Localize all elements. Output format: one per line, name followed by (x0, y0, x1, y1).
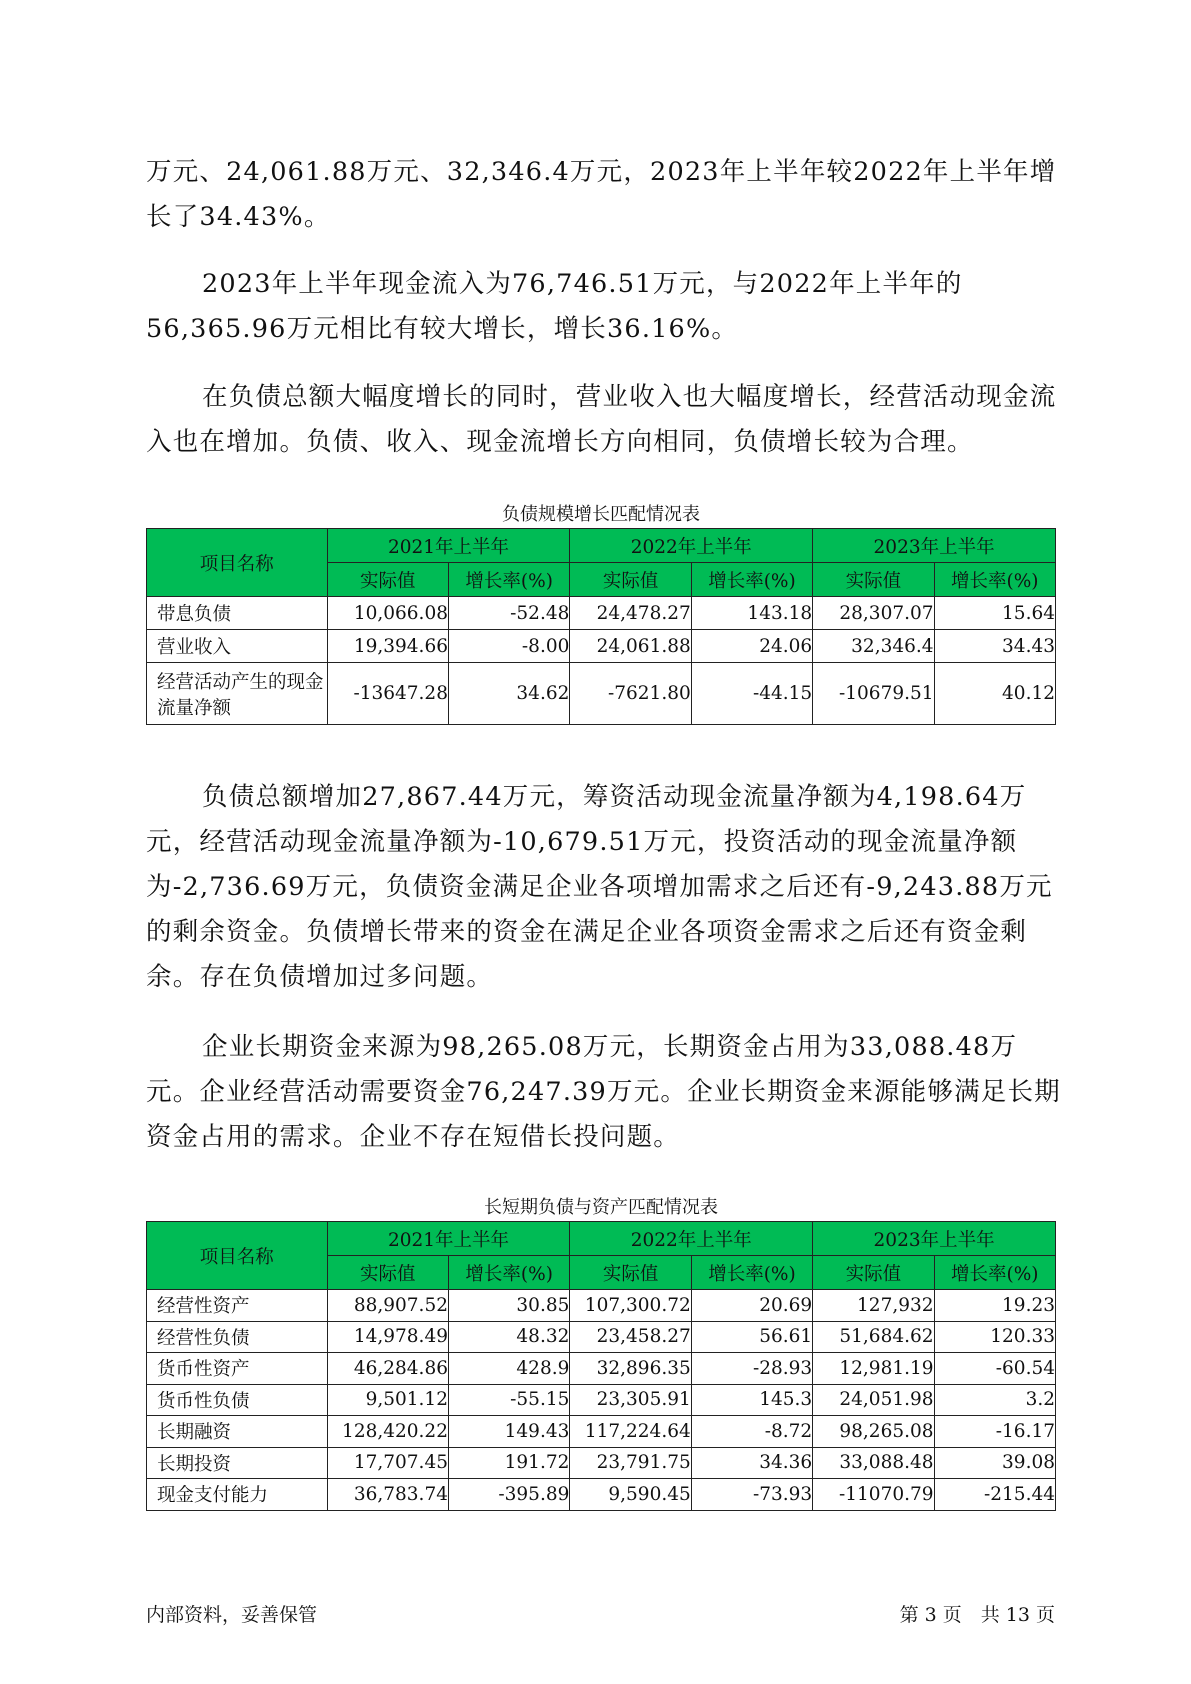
cell-value: 17,707.45 (327, 1447, 448, 1479)
header-year: 2022年上半年 (570, 529, 813, 563)
header-actual: 实际值 (570, 563, 691, 597)
cell-value: 15.64 (934, 597, 1055, 630)
header-actual: 实际值 (570, 1256, 691, 1290)
cell-value: 24,051.98 (813, 1384, 934, 1416)
cell-value: -215.44 (934, 1479, 1055, 1511)
cell-value: 33,088.48 (813, 1447, 934, 1479)
cell-value: 32,896.35 (570, 1353, 691, 1385)
cell-value: -395.89 (448, 1479, 569, 1511)
row-label: 经营性负债 (147, 1321, 328, 1353)
cell-value: -8.72 (691, 1416, 812, 1448)
cell-value: 32,346.4 (813, 630, 934, 663)
cell-value: 120.33 (934, 1321, 1055, 1353)
header-rate: 增长率(%) (448, 1256, 569, 1290)
cell-value: 48.32 (448, 1321, 569, 1353)
cell-value: 107,300.72 (570, 1290, 691, 1322)
paragraph-1: 万元、24,061.88万元、32,346.4万元，2023年上半年较2022年上半年增长了34.43%。 (146, 157, 1057, 232)
header-actual: 实际值 (327, 563, 448, 597)
paragraph-2: 2023年上半年现金流入为76,746.51万元，与2022年上半年的56,365.96万元相比有较大增长，增长36.16%。 (146, 269, 963, 344)
header-year: 2023年上半年 (813, 529, 1056, 563)
cell-value: 51,684.62 (813, 1321, 934, 1353)
cell-value: 127,932 (813, 1290, 934, 1322)
paragraph-5: 企业长期资金来源为98,265.08万元，长期资金占用为33,088.48万元。企业经营活动需要资金76,247.39万元。企业长期资金来源能够满足长期资金占用的需求。企业不存在短借长投问题。 (146, 1032, 1061, 1152)
header-actual: 实际值 (327, 1256, 448, 1290)
header-actual: 实际值 (813, 563, 934, 597)
row-label: 营业收入 (147, 630, 328, 663)
cell-value: 40.12 (934, 663, 1055, 725)
cell-value: -10679.51 (813, 663, 934, 725)
paragraph-3: 在负债总额大幅度增长的同时，营业收入也大幅度增长，经营活动现金流入也在增加。负债、收入、现金流增长方向相同，负债增长较为合理。 (146, 382, 1057, 457)
cell-value: 23,305.91 (570, 1384, 691, 1416)
cell-value: 10,066.08 (327, 597, 448, 630)
cell-value: 34.36 (691, 1447, 812, 1479)
header-actual: 实际值 (813, 1256, 934, 1290)
cell-value: -52.48 (448, 597, 569, 630)
cell-value: -60.54 (934, 1353, 1055, 1385)
table2-title: 长短期负债与资产匹配情况表 (484, 1197, 718, 1218)
cell-value: 46,284.86 (327, 1353, 448, 1385)
cell-value: 34.62 (448, 663, 569, 725)
cell-value: 428.9 (448, 1353, 569, 1385)
cell-value: 191.72 (448, 1447, 569, 1479)
row-label: 经营性资产 (147, 1290, 328, 1322)
cell-value: 14,978.49 (327, 1321, 448, 1353)
header-item-name: 项目名称 (147, 529, 328, 597)
row-label: 带息负债 (147, 597, 328, 630)
cell-value: 34.43 (934, 630, 1055, 663)
cell-value: 30.85 (448, 1290, 569, 1322)
header-rate: 增长率(%) (691, 563, 812, 597)
header-rate: 增长率(%) (934, 563, 1055, 597)
cell-value: -28.93 (691, 1353, 812, 1385)
table-row (147, 1416, 1056, 1448)
header-year: 2021年上半年 (327, 529, 570, 563)
header-rate: 增长率(%) (934, 1256, 1055, 1290)
cell-value: 9,590.45 (570, 1479, 691, 1511)
table-row (147, 1447, 1056, 1479)
cell-value: -11070.79 (813, 1479, 934, 1511)
table-row (147, 663, 1056, 725)
header-item-name: 项目名称 (147, 1222, 328, 1290)
cell-value: 143.18 (691, 597, 812, 630)
table-row (147, 1321, 1056, 1353)
cell-value: 145.3 (691, 1384, 812, 1416)
row-label: 货币性负债 (147, 1384, 328, 1416)
cell-value: 19,394.66 (327, 630, 448, 663)
cell-value: 117,224.64 (570, 1416, 691, 1448)
table-row (147, 1384, 1056, 1416)
table1-title: 负债规模增长匹配情况表 (502, 504, 700, 525)
cell-value: 23,791.75 (570, 1447, 691, 1479)
paragraph-4: 负债总额增加27,867.44万元，筹资活动现金流量净额为4,198.64万元，经营活动现金流量净额为-10,679.51万元，投资活动的现金流量净额为-2,736.69万元，负债资金满足企业各项增加需求之后还有-9,243.88万元的剩余资金。负债增长带来的资金在满足企业各项资金需求之后还有资金剩余。存在负债增加过多问题。 (146, 782, 1053, 992)
row-label: 长期投资 (147, 1447, 328, 1479)
row-label: 长期融资 (147, 1416, 328, 1448)
table-row (147, 1290, 1056, 1322)
cell-value: -44.15 (691, 663, 812, 725)
header-rate: 增长率(%) (691, 1256, 812, 1290)
cell-value: 56.61 (691, 1321, 812, 1353)
row-label: 货币性资产 (147, 1353, 328, 1385)
cell-value: 23,458.27 (570, 1321, 691, 1353)
debt-scale-table (146, 528, 1056, 725)
cell-value: 20.69 (691, 1290, 812, 1322)
header-year: 2022年上半年 (570, 1222, 813, 1256)
debt-asset-match-table (146, 1221, 1056, 1511)
cell-value: 24,061.88 (570, 630, 691, 663)
cell-value: 88,907.52 (327, 1290, 448, 1322)
cell-value: -7621.80 (570, 663, 691, 725)
cell-value: 9,501.12 (327, 1384, 448, 1416)
cell-value: 19.23 (934, 1290, 1055, 1322)
table-row (147, 630, 1056, 663)
header-year: 2021年上半年 (327, 1222, 570, 1256)
cell-value: 98,265.08 (813, 1416, 934, 1448)
cell-value: 3.2 (934, 1384, 1055, 1416)
cell-value: 12,981.19 (813, 1353, 934, 1385)
table-row (147, 1479, 1056, 1511)
cell-value: 128,420.22 (327, 1416, 448, 1448)
row-label: 经营活动产生的现金流量净额 (147, 663, 328, 725)
cell-value: 39.08 (934, 1447, 1055, 1479)
header-rate: 增长率(%) (448, 563, 569, 597)
page-number: 第 3 页 共 13 页 (899, 1604, 1055, 1626)
row-label: 现金支付能力 (147, 1479, 328, 1511)
cell-value: 36,783.74 (327, 1479, 448, 1511)
cell-value: 24.06 (691, 630, 812, 663)
footer-confidential: 内部资料，妥善保管 (146, 1604, 318, 1626)
cell-value: -16.17 (934, 1416, 1055, 1448)
table-row (147, 1353, 1056, 1385)
cell-value: 149.43 (448, 1416, 569, 1448)
header-year: 2023年上半年 (813, 1222, 1056, 1256)
cell-value: -13647.28 (327, 663, 448, 725)
cell-value: 28,307.07 (813, 597, 934, 630)
cell-value: -73.93 (691, 1479, 812, 1511)
table-row (147, 597, 1056, 630)
cell-value: -55.15 (448, 1384, 569, 1416)
cell-value: -8.00 (448, 630, 569, 663)
cell-value: 24,478.27 (570, 597, 691, 630)
